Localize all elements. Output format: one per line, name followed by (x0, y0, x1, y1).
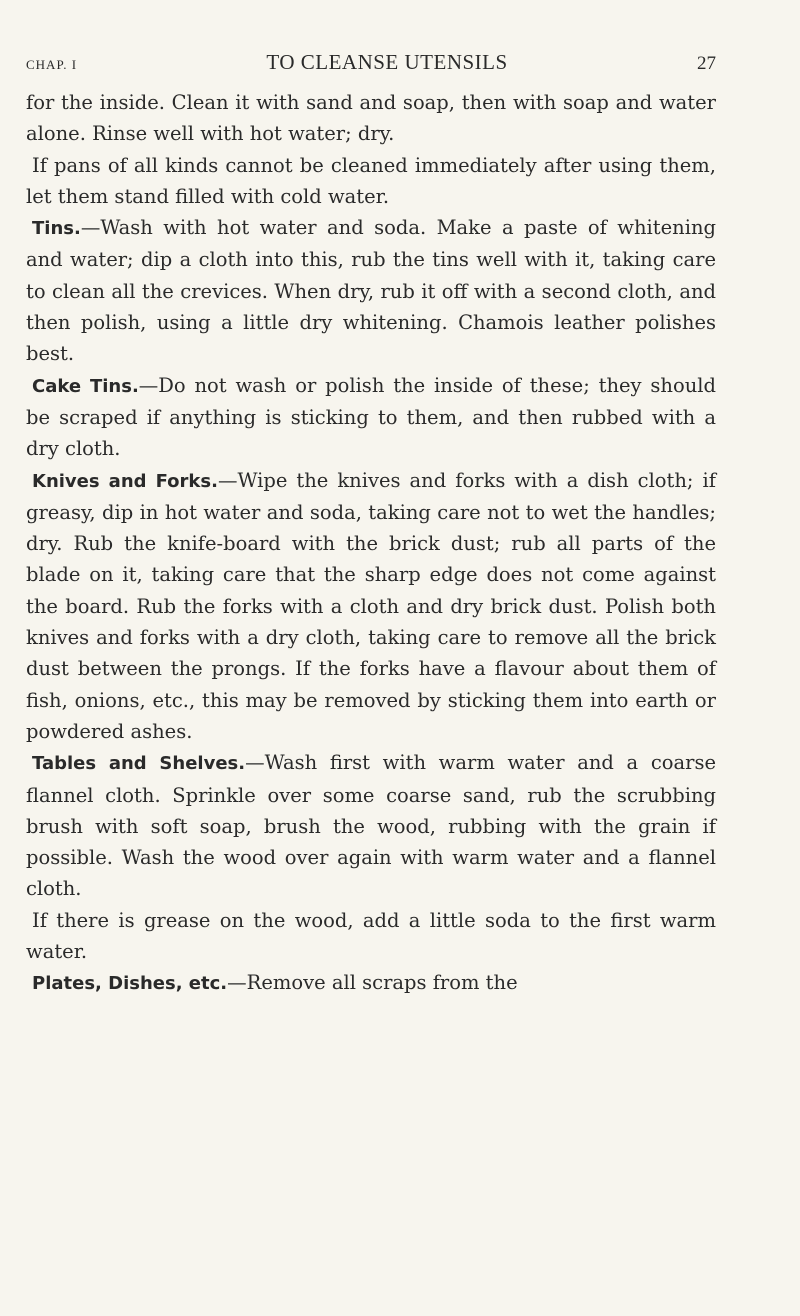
paragraph-tables-shelves (26, 747, 716, 904)
section-heading-tins: Tins. (32, 218, 81, 240)
paragraph-text: If there is grease on the wood, add a little soda to the first warm water. (26, 908, 716, 964)
running-title: TO CLEANSE UTENSILS (266, 50, 508, 74)
paragraph (26, 905, 716, 968)
section-heading-cake-tins: Cake Tins. (32, 375, 139, 397)
paragraph (26, 87, 716, 150)
section-heading-plates-dishes: Plates, Dishes, etc. (32, 973, 228, 995)
paragraph-tins (26, 212, 716, 369)
paragraph-text: for the inside. Clean it with sand and soap, then with soap and water alone. Rinse well with hot water; dry. (26, 91, 716, 146)
paragraph-text: —Remove all scraps from the (227, 971, 518, 995)
section-heading-tables-shelves: Tables and Shelves. (32, 753, 246, 775)
body-text (26, 87, 716, 1000)
page-number: 27 (696, 53, 716, 74)
paragraph-text: —Wash first with warm water and a coarse flannel cloth. Sprinkle over some coarse sand, rub the scrubbing brush with soft soap, brush the wood, rubbing with the grain if possible. Wash the wood over again with warm water and a flannel cloth. (26, 751, 717, 901)
book-page (26, 50, 716, 1000)
paragraph-cake-tins (26, 370, 716, 465)
section-heading-knives-forks: Knives and Forks. (32, 470, 218, 492)
paragraph (26, 150, 716, 213)
paragraph-text: If pans of all kinds cannot be cleaned immediately after using them, let them stand filled with cold water. (26, 153, 716, 208)
paragraph-knives-forks (26, 465, 716, 748)
paragraph-text: —Wash with hot water and soda. Make a paste of whitening and water; dip a cloth into this, rub the tins well with it, taking care to clean all the crevices. When dry, rub it off with a second cloth, and then polish, using a little dry whitening. Chamois leather polishes best. (26, 216, 716, 366)
chapter-label: CHAP. I (26, 57, 78, 72)
running-header (26, 50, 716, 75)
paragraph-text: —Do not wash or polish the inside of these; they should be scraped if anything is sticking to them, and then rubbed with a dry cloth. (26, 373, 716, 461)
paragraph-plates-dishes (26, 967, 716, 999)
paragraph-text: —Wipe the knives and forks with a dish cloth; if greasy, dip in hot water and soda, taking care not to wet the handles; dry. Rub the knife-board with the brick dust; rub all parts of the blade on it, taking care that the sharp edge does not come against the board. Rub the forks with a cloth and dry brick dust. Polish both knives and forks with a dry cloth, taking care to remove all the brick dust between the prongs. If the forks have a flavour about them of fish, onions, etc., this may be removed by sticking them into earth or powdered ashes. (26, 468, 716, 743)
